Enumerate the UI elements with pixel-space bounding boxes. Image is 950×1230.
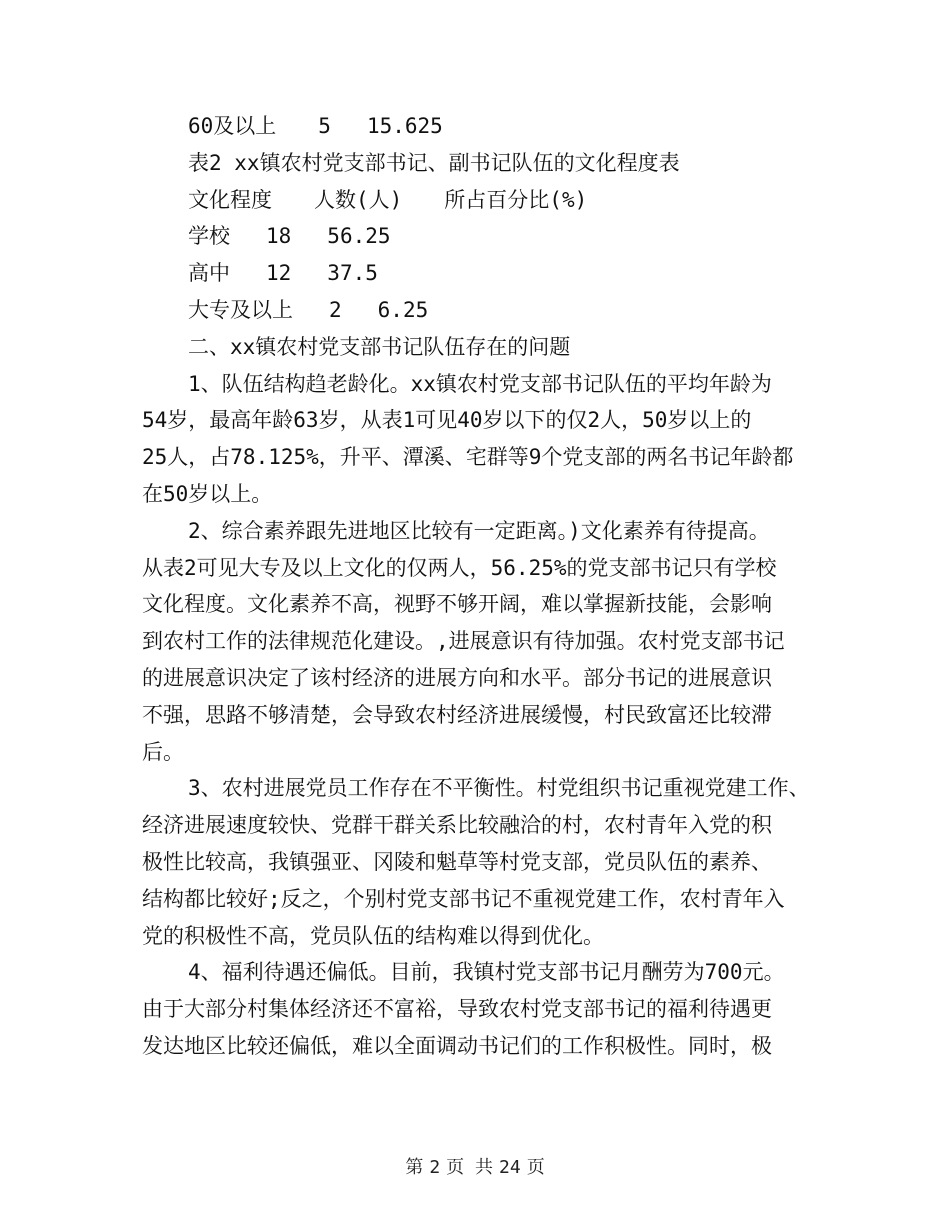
- paragraph-line: 从表2可见大专及以上文化的仅两人，56.25%的党支部书记只有学校: [142, 555, 777, 580]
- page-footer: [0, 1153, 950, 1179]
- table-header-cell: 所占百分比(%): [444, 187, 588, 212]
- section-heading: 二、xx镇农村党支部书记队伍存在的问题: [188, 334, 571, 359]
- paragraph-line: 2、综合素养跟先进地区比较有一定距离。)文化素养有待提高。: [188, 518, 770, 543]
- table-header-cell: 人数(人): [314, 187, 403, 212]
- table-cell-count: 5: [318, 114, 331, 138]
- table-cell-percent: 37.5: [327, 261, 378, 286]
- table-cell-count: 2: [329, 297, 342, 322]
- paragraph-line: 3、农村进展党员工作存在不平衡性。村党组织书记重视党建工作、: [188, 776, 810, 801]
- table-cell-label: 学校: [188, 224, 230, 249]
- footer-prefix: 第: [405, 1157, 424, 1178]
- table1-row: [142, 108, 808, 145]
- paragraph-line: 1、队伍结构趋老龄化。xx镇农村党支部书记队伍的平均年龄为: [188, 371, 772, 396]
- table-cell-label: 高中: [188, 261, 230, 286]
- paragraph-line: 在50岁以上。: [142, 481, 273, 506]
- paragraph-line: 54岁，最高年龄63岁，从表1可见40岁以下的仅2人，50岁以上的: [142, 408, 752, 433]
- table2-row: [142, 218, 808, 255]
- table2-header-row: [142, 182, 808, 219]
- paragraph-line: 发达地区比较还偏低，难以全面调动书记们的工作积极性。同时，极: [142, 1033, 772, 1058]
- table-cell-percent: 6.25: [377, 297, 429, 322]
- table2-title: 表2 xx镇农村党支部书记、副书记队伍的文化程度表: [188, 150, 680, 175]
- page-total: 24: [499, 1157, 521, 1178]
- footer-suffix: 页: [526, 1157, 545, 1178]
- paragraph-line: 党的积极性不高，党员队伍的结构难以得到优化。: [142, 923, 604, 948]
- paragraph-imbalance: [142, 770, 808, 954]
- table-cell-label: 大专及以上: [188, 297, 293, 322]
- table2-row: [142, 292, 808, 329]
- paragraph-line: 经济进展速度较快、党群干群关系比较融洽的村，农村青年入党的积: [142, 813, 772, 838]
- document-body: [142, 108, 808, 1065]
- footer-middle: 页 共: [446, 1157, 493, 1178]
- paragraph-aging: [142, 366, 808, 513]
- paragraph-line: 4、福利待遇还偏低。目前，我镇村党支部书记月酬劳为700元。: [188, 960, 785, 985]
- paragraph-line: 的进展意识决定了该村经济的进展方向和水平。部分书记的进展意识: [142, 665, 772, 690]
- table-cell-count: 18: [266, 224, 292, 249]
- table2-row: [142, 255, 808, 292]
- paragraph-welfare: [142, 954, 808, 1064]
- paragraph-line: 不强，思路不够清楚，会导致农村经济进展缓慢，村民致富还比较滞: [142, 702, 772, 727]
- paragraph-line: 结构都比较好;反之，个别村党支部书记不重视党建工作，农村青年入: [142, 886, 785, 911]
- table-cell-count: 12: [266, 261, 292, 286]
- paragraph-line: 25人，占78.125%，升平、潭溪、宅群等9个党支部的两名书记年龄都: [142, 445, 794, 470]
- table-cell-percent: 56.25: [327, 224, 391, 249]
- paragraph-line: 由于大部分村集体经济还不富裕，导致农村党支部书记的福利待遇更: [142, 997, 772, 1022]
- paragraph-line: 到农村工作的法律规范化建设。,进展意识有待加强。农村党支部书记: [142, 629, 785, 654]
- page-number: 2: [429, 1157, 441, 1178]
- paragraph-quality: [142, 513, 808, 771]
- table-cell-percent: 15.625: [366, 114, 443, 138]
- paragraph-line: 后。: [142, 739, 184, 764]
- paragraph-line: 文化程度。文化素养不高，视野不够开阔，难以掌握新技能，会影响: [142, 592, 772, 617]
- table-cell-label: 60及以上: [188, 114, 277, 138]
- paragraph-line: 极性比较高，我镇强亚、冈陵和魁草等村党支部，党员队伍的素养、: [142, 849, 772, 874]
- table-header-cell: 文化程度: [188, 187, 272, 212]
